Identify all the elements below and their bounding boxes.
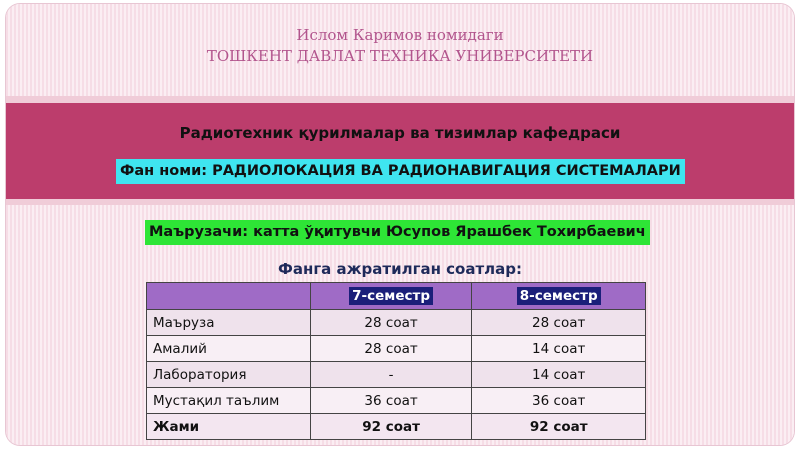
table-row [147, 388, 646, 414]
table-row [147, 336, 646, 362]
row-label: Жами [147, 414, 311, 440]
slide [6, 4, 794, 445]
table-cell: 14 соат [472, 362, 646, 388]
table-header-cell [310, 283, 472, 310]
semester-7-label: 7-семестр [349, 287, 433, 305]
lecturer-name: Маърузачи: катта ўқитувчи Юсупов Ярашбек Тохирбаевич [145, 220, 650, 245]
subject-name: Фан номи: РАДИОЛОКАЦИЯ ВА РАДИОНАВИГАЦИЯ СИСТЕМАЛАРИ [116, 159, 685, 184]
table-cell: 36 соат [472, 388, 646, 414]
table-header-cell [472, 283, 646, 310]
table-header-row [147, 283, 646, 310]
table-cell: 28 соат [310, 310, 472, 336]
table-cell: 92 соат [310, 414, 472, 440]
table-cell: 28 соат [472, 310, 646, 336]
hours-table [146, 282, 646, 440]
banner-top-stripe [6, 96, 794, 103]
row-label: Маъруза [147, 310, 311, 336]
table-cell: 36 соат [310, 388, 472, 414]
hours-title: Фанга ажратилган соатлар: [277, 260, 523, 278]
banner-bottom-stripe [6, 199, 794, 205]
table-cell: - [310, 362, 472, 388]
table-header-cell [147, 283, 311, 310]
table-row [147, 362, 646, 388]
table-row [147, 310, 646, 336]
table-total-row [147, 414, 646, 440]
title-banner [6, 103, 794, 199]
row-label: Лаборатория [147, 362, 311, 388]
university-line-2: ТОШКЕНТ ДАВЛАТ ТЕХНИКА УНИВЕРСИТЕТИ [206, 47, 594, 65]
table-cell: 92 соат [472, 414, 646, 440]
university-line-1: Ислом Каримов номидаги [296, 26, 504, 44]
table-cell: 14 соат [472, 336, 646, 362]
row-label: Амалий [147, 336, 311, 362]
table-cell: 28 соат [310, 336, 472, 362]
semester-8-label: 8-семестр [517, 287, 601, 305]
row-label: Мустақил таълим [147, 388, 311, 414]
department-title: Радиотехник қурилмалар ва тизимлар кафедраси [179, 124, 621, 142]
